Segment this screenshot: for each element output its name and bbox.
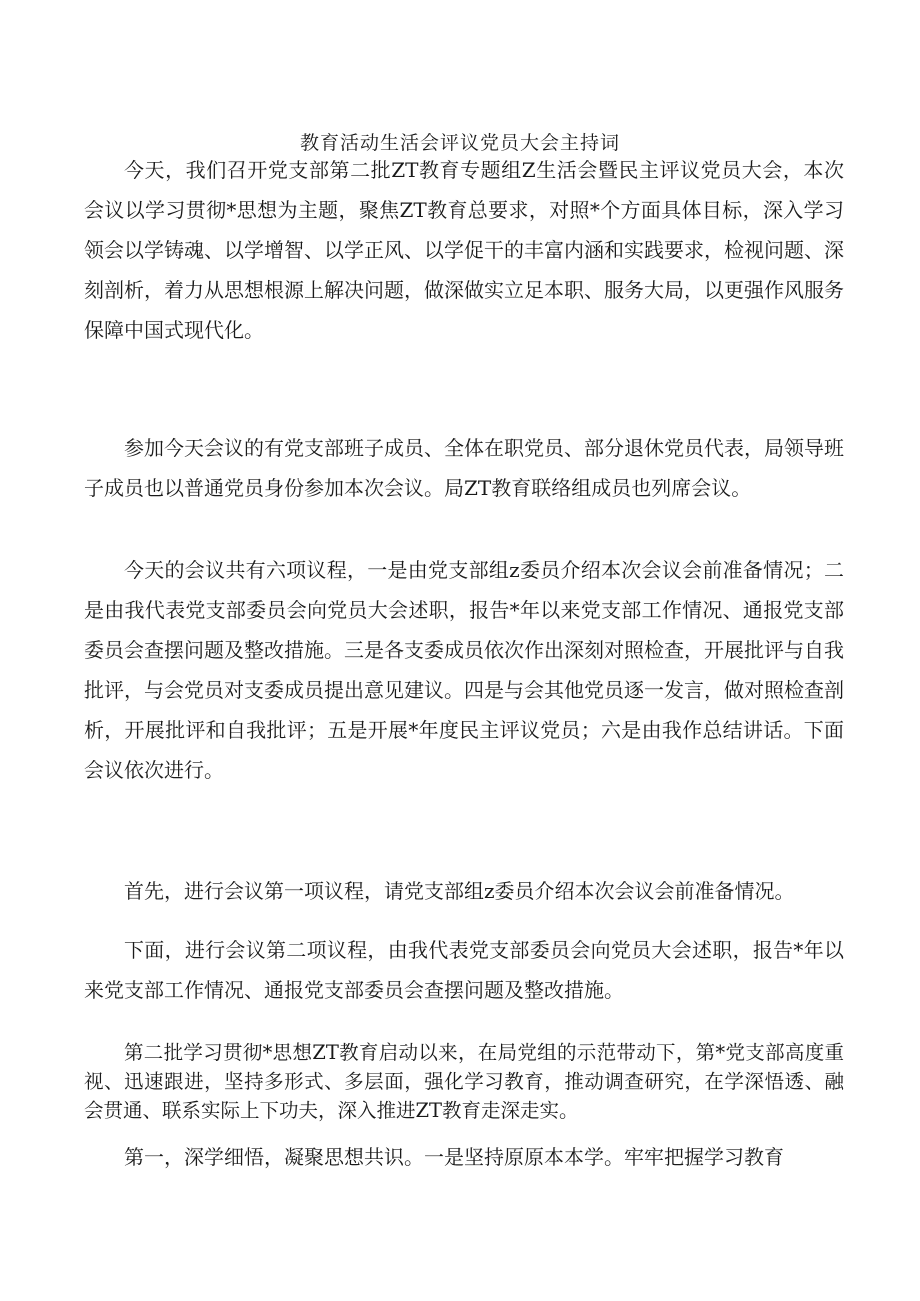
paragraph-agenda: 今天的会议共有六项议程，一是由党支部组z委员介绍本次会议会前准备情况；二是由我代表党支部委员会向党员大会述职，报告*年以来党支部工作情况、通报党支部委员会查摆问题及整改措施。三是各支委成员依次作出深刻对照检查，开展批评与自我批评，与会党员对支委成员提出意见建议。四是与会其他党员逐一发言，做对照检查剖析，开展批评和自我批评；五是开展*年度民主评议党员；六是由我作总结讲话。下面会议依次进行。	[84, 558, 844, 782]
paragraph-item-one: 首先，进行会议第一项议程，请党支部组z委员介绍本次会议会前准备情况。	[124, 879, 795, 903]
document-title: 教育活动生活会评议党员大会主持词	[299, 132, 620, 154]
paragraph-report-intro: 第二批学习贯彻*思想ZT教育启动以来，在局党组的示范带动下，第*党支部高度重视、迅速跟进，坚持多形式、多层面，强化学习教育，推动调查研究，在学深悟透、融会贯通、联系实际上下功夫，深入推进ZT教育走深走实。	[84, 1041, 844, 1122]
paragraph-attendees: 参加今天会议的有党支部班子成员、全体在职党员、部分退休党员代表，局领导班子成员也以普通党员身份参加本次会议。局ZT教育联络组成员也列席会议。	[84, 436, 844, 500]
paragraph-opening: 今天，我们召开党支部第二批ZT教育专题组Z生活会暨民主评议党员大会，本次会议以学习贯彻*思想为主题，聚焦ZT教育总要求，对照*个方面具体目标，深入学习领会以学铸魂、以学增智、以学正风、以学促干的丰富内涵和实践要求，检视问题、深刻剖析，着力从思想根源上解决问题，做深做实立足本职、服务大局，以更强作风服务保障中国式现代化。	[84, 158, 844, 342]
paragraph-first-point: 第一，深学细悟，凝聚思想共识。一是坚持原原本本学。牢牢把握学习教育	[124, 1145, 784, 1169]
paragraph-item-two: 下面，进行会议第二项议程，由我代表党支部委员会向党员大会述职，报告*年以来党支部工作情况、通报党支部委员会查摆问题及整改措施。	[84, 938, 844, 1002]
